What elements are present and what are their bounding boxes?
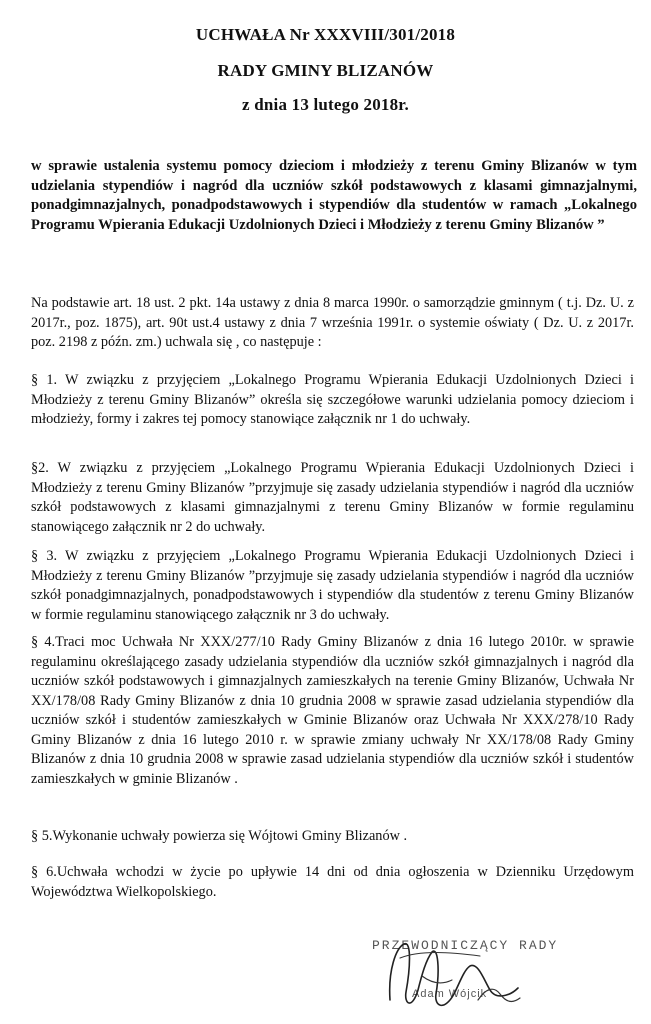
- council-name: RADY GMINY BLIZANÓW: [217, 61, 434, 80]
- paragraph-6: § 6.Uchwała wchodzi w życie po upływie 14 dni od dnia ogłoszenia w Dzienniku Urzędowym Województwa Wielkopolskiego.: [31, 864, 634, 900]
- paragraph-2: §2. W związku z przyjęciem „Lokalnego Programu Wpierania Edukacji Uzdolnionych Dzieci i Młodzieży z terenu Gminy Blizanów ”przyjmuje się zasady udzielania stypendiów i nagród dla uczniów szkół podstawowych z klasami gimnazjalnymi z terenu Gminy Blizanów w formie regulaminu stanowiącego załącznik nr 2 do uchwały.: [31, 460, 634, 535]
- legal-basis-paragraph: Na podstawie art. 18 ust. 2 pkt. 14a ustawy z dnia 8 marca 1990r. o samorządzie gminnym ( t.j. Dz. U. z 2017r., poz. 1875), art. 90t ust.4 ustawy z dnia 7 września 1991r. o systemie oświaty ( Dz. U. z 2017r. poz. 2198 z późn. zm.) uchwala się , co następuje :: [31, 295, 634, 350]
- paragraph-4: § 4.Traci moc Uchwała Nr XXX/277/10 Rady Gminy Blizanów z dnia 16 lutego 2010r. w sprawie regulaminu określającego zasady udzielania stypendiów dla uczniów szkół gimnazjalnych i nagród dla uczniów szkół podstawowych i gimnazjalnych zamieszkałych na terenie Gminy Blizanów, Uchwała Nr XX/178/08 Rady Gminy Blizanów z dnia 10 grudnia 2008 w sprawie zasad udzielania stypendiów dla uczniów szkół i studentów zamieszkałych w Gminie Blizanów oraz Uchwała Nr XXX/278/10 Rady Gminy Blizanów z dnia 16 lutego 2010 r. w sprawie zmiany uchwały Nr XX/178/08 Rady Gminy Blizanów z dnia 10 grudnia 2008 w sprawie zasad udzielania stypendiów dla uczniów szkół i studentów zamieszkałych w gminie Blizanów .: [31, 634, 634, 787]
- stamp-title: PRZEWODNICZĄCY RADY: [372, 938, 559, 953]
- resolution-title: UCHWAŁA Nr XXXVIII/301/2018: [195, 25, 456, 44]
- signature-stamp: [360, 930, 600, 1024]
- paragraph-3: § 3. W związku z przyjęciem „Lokalnego Programu Wpierania Edukacji Uzdolnionych Dzieci i Młodzieży z terenu Gminy Blizanów ”przyjmuje się zasady udzielania stypendiów i nagród dla uczniów szkół ponadgimnazjalnych, ponadpodstawowych i stypendiów dla studentów z terenu Gminy Blizanów w formie regulaminu stanowiącego załącznik nr 3 do uchwały.: [31, 548, 634, 623]
- stamp-name: Adam Wójcik: [412, 988, 488, 1000]
- paragraph-5: § 5.Wykonanie uchwały powierza się Wójtowi Gminy Blizanów .: [31, 828, 408, 844]
- paragraph-1: § 1. W związku z przyjęciem „Lokalnego Programu Wpierania Edukacji Uzdolnionych Dzieci i Młodzieży z terenu Gminy Blizanów” określa się szczegółowe warunki udzielania pomocy dzieciom i młodzieży, formy i zakres tej pomocy stanowiące załącznik nr 1 do uchwały.: [31, 372, 634, 427]
- resolution-subject: w sprawie ustalenia systemu pomocy dzieciom i młodzieży z terenu Gminy Blizanów w tym udzielania stypendiów i nagród dla uczniów szkół podstawowych z klasami gimnazjalnymi, ponadgimnazjalnych, ponadpodstawowych i stypendiów dla studentów w ramach „Lokalnego Programu Wpierania Edukacji Uzdolnionych Dzieci i Młodzieży z terenu Gminy Blizanów ”: [31, 158, 637, 233]
- handwritten-signature: [360, 930, 600, 1024]
- resolution-date: z dnia 13 lutego 2018r.: [242, 95, 409, 114]
